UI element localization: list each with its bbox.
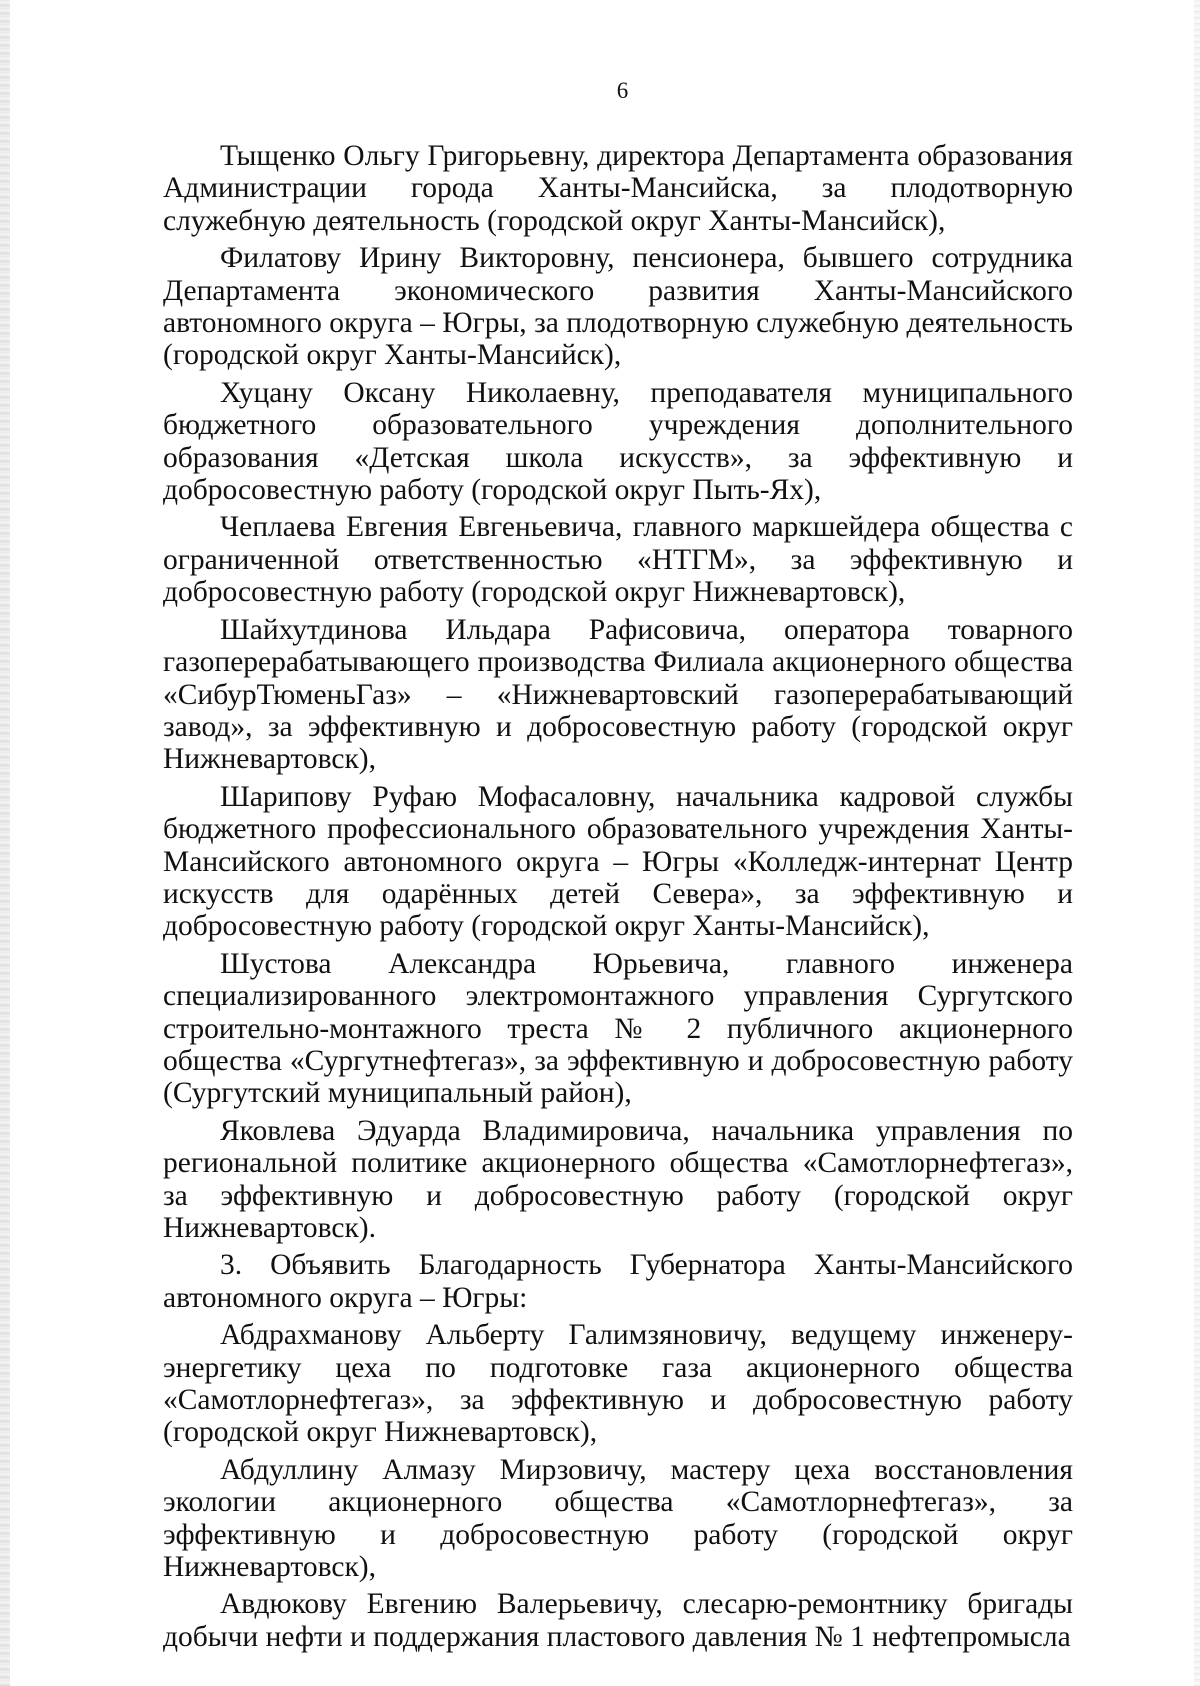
paragraph-avdyukov: Авдюкову Евгению Валерьевичу, слесарю-ремонтнику бригады добычи нефти и поддержания пластового давления № 1 нефтепромысла bbox=[163, 1588, 1073, 1653]
paragraph-yakovlev: Яковлева Эдуарда Владимировича, начальника управления по региональной политике акционерного общества «Самотлорнефтегаз», за эффективную и добросовестную работу (городской округ Нижневартовск). bbox=[163, 1114, 1073, 1244]
scan-edge-left bbox=[0, 0, 10, 1686]
paragraph-section-3: 3. Объявить Благодарность Губернатора Ханты-Мансийского автономного округа – Югры: bbox=[163, 1249, 1073, 1314]
paragraph-sharipova: Шарипову Руфаю Мофасаловну, начальника кадровой службы бюджетного профессионального образовательного учреждения Ханты-Мансийского автономного округа – Югры «Колледж-интернат Центр искусств для одарённых детей Севера», за эффективную и добросовестную работу (городской округ Ханты-Мансийск), bbox=[163, 780, 1073, 943]
paragraph-abdrakhmanov: Абдрахманову Альберту Галимзяновичу, ведущему инженеру-энергетику цеха по подготовке газа акционерного общества «Самотлорнефтегаз», за эффективную и добросовестную работу (городской округ Нижневартовск), bbox=[163, 1319, 1073, 1449]
page-number: 6 bbox=[616, 78, 629, 103]
paragraph-shustov: Шустова Александра Юрьевича, главного инженера специализированного электромонтажного управления Сургутского строительно-монтажного треста № 2 публичного акционерного общества «Сургутнефтегаз», за эффективную и добросовестную работу (Сургутский муниципальный район), bbox=[163, 947, 1073, 1110]
paragraph-abdullin: Абдуллину Алмазу Мирзовичу, мастеру цеха восстановления экологии акционерного общества «Самотлорнефтегаз», за эффективную и добросовестную работу (городской округ Нижневартовск), bbox=[163, 1453, 1073, 1584]
paragraph-khutsanu: Хуцану Оксану Николаевну, преподавателя муниципального бюджетного образовательного учреждения дополнительного образования «Детская школа искусств», за эффективную и добросовестную работу (городской округ Пыть-Ях), bbox=[163, 376, 1073, 507]
paragraph-filatova: Филатову Ирину Викторовну, пенсионера, бывшего сотрудника Департамента экономического развития Ханты-Мансийского автономного округа – Югры, за плодотворную служебную деятельность (городской округ Ханты-Мансийск), bbox=[163, 242, 1073, 372]
paragraph-cheplaev: Чеплаева Евгения Евгеньевича, главного маркшейдера общества с ограниченной ответственностью «НТГМ», за эффективную и добросовестную работу (городской округ Нижневартовск), bbox=[163, 511, 1073, 609]
paragraph-tyshchenko: Тыщенко Ольгу Григорьевну, директора Департамента образования Администрации города Ханты-Мансийска, за плодотворную служебную деятельность (городской округ Ханты-Мансийск), bbox=[163, 140, 1073, 237]
scan-edge-right bbox=[1194, 0, 1200, 1686]
document-body bbox=[163, 140, 1073, 1658]
paragraph-shaykhutdinov: Шайхутдинова Ильдара Рафисовича, оператора товарного газоперерабатывающего производства Филиала акционерного общества «СибурТюменьГаз» – «Нижневартовский газоперерабатывающий завод», за эффективную и добросовестную работу (городской округ Нижневартовск), bbox=[163, 613, 1073, 776]
